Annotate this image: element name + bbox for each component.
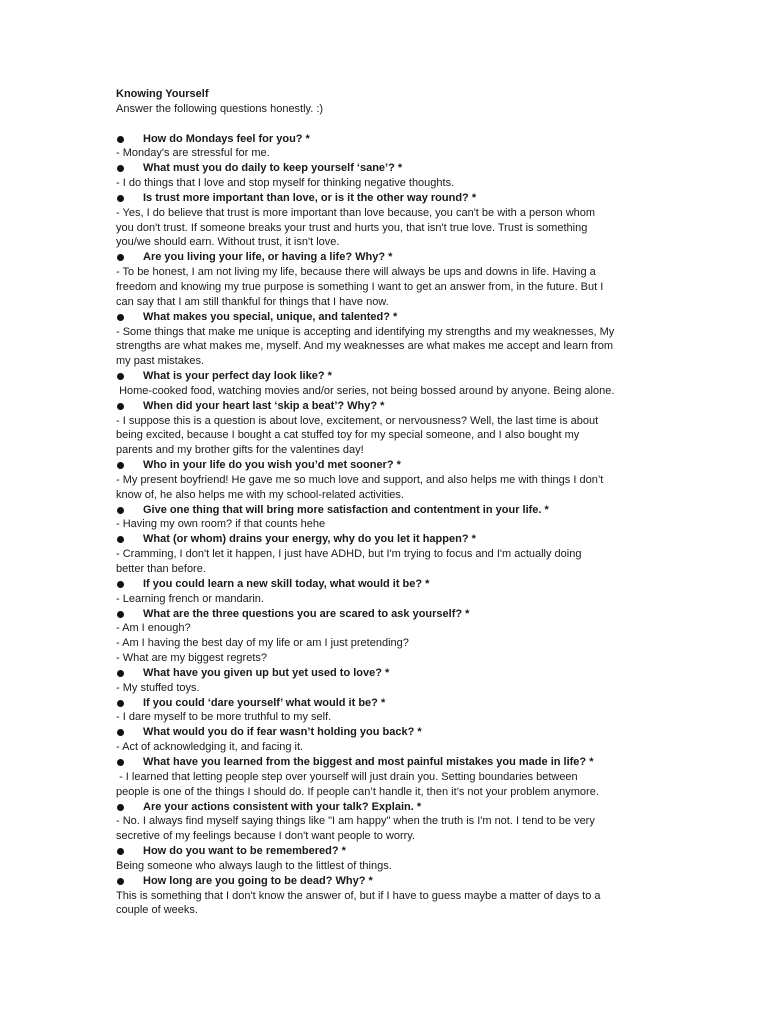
qa-item	[116, 369, 656, 399]
answer-line: - My present boyfriend! He gave me so much love and support, and also helps me with things I don’t	[116, 473, 604, 486]
qa-item	[116, 458, 656, 503]
qa-item	[116, 132, 656, 162]
document-page	[116, 87, 656, 918]
answer-line: freedom and knowing my true purpose is something I want to get an answer from, in the future. But I	[116, 280, 604, 293]
qa-item	[116, 532, 656, 577]
bullet-icon	[117, 729, 124, 736]
answer-line: secretive of my feelings because I don't want people to worry.	[116, 830, 416, 843]
question-text	[116, 577, 656, 592]
question-text	[116, 399, 656, 414]
qa-item	[116, 191, 656, 250]
bullet-icon	[117, 611, 124, 618]
question-label: What have you learned from the biggest and most painful mistakes you made in life? *	[143, 755, 594, 768]
answer-line: better than before.	[116, 563, 206, 575]
question-label: Are you living your life, or having a life? Why? *	[143, 251, 393, 264]
qa-item	[116, 607, 656, 666]
answer-line: Home-cooked food, watching movies and/or series, not being bossed around by anyone. Being alone.	[116, 384, 615, 397]
answer-line: - Some things that make me unique is accepting and identifying my strengths and my weaknesses, My	[116, 325, 615, 338]
bullet-icon	[117, 581, 124, 588]
answer-line: - Yes, I do believe that trust is more important than love because, you can't be with a person whom	[116, 206, 596, 219]
answer-line: - Act of acknowledging it, and facing it.	[116, 741, 304, 754]
question-label: What is your perfect day look like? *	[143, 370, 332, 383]
question-text	[116, 607, 656, 622]
question-label: If you could ‘dare yourself’ what would it be? *	[143, 696, 386, 709]
question-label: What are the three questions you are scared to ask yourself? *	[143, 607, 470, 620]
spacer	[116, 117, 656, 132]
question-label: When did your heart last ‘skip a beat’? Why? *	[143, 399, 385, 412]
qa-item	[116, 503, 656, 533]
question-label: Give one thing that will bring more satisfaction and contentment in your life. *	[143, 503, 549, 516]
answer-line: - I suppose this is a question is about love, excitement, or nervousness? Well, the last time is about	[116, 414, 599, 427]
answer-line: people is one of the things I should do. If people can’t handle it, then it’s not your problem anymore.	[116, 785, 599, 798]
question-text	[116, 666, 656, 681]
qa-item	[116, 161, 656, 191]
answer-line: - Monday's are stressful for me.	[116, 147, 270, 160]
answer-line: you don't trust. If someone breaks your trust and hurts you, that isn't true love. Trust is something	[116, 221, 588, 234]
answer-line: This is something that I don't know the answer of, but if I have to guess maybe a matter of days to a	[116, 889, 601, 902]
bullet-icon	[117, 462, 124, 469]
answer-line: - My stuffed toys.	[116, 681, 200, 694]
bullet-icon	[117, 195, 124, 202]
qa-item	[116, 755, 656, 800]
answer-line: can say that I am still thankful for things that I have now.	[116, 295, 389, 308]
question-label: How do Mondays feel for you? *	[143, 132, 310, 145]
question-label: What (or whom) drains your energy, why do you let it happen? *	[143, 533, 476, 546]
question-text	[116, 503, 656, 518]
bullet-icon	[117, 507, 124, 514]
question-label: How do you want to be remembered? *	[143, 845, 346, 858]
question-label: Are your actions consistent with your talk? Explain. *	[143, 800, 422, 813]
qa-item	[116, 696, 656, 726]
bullet-icon	[117, 759, 124, 766]
question-text	[116, 458, 656, 473]
answer-line: - Am I having the best day of my life or am I just pretending?	[116, 637, 409, 650]
answer-line: - Having my own room? if that counts hehe	[116, 518, 326, 531]
qa-item	[116, 399, 656, 458]
question-label: Who in your life do you wish you’d met sooner? *	[143, 459, 401, 472]
answer-line: being excited, because I bought a cat stuffed toy for my special someone, and I also bought my	[116, 429, 580, 442]
answer-line: - Am I enough?	[116, 622, 191, 635]
qa-item	[116, 666, 656, 696]
question-label: What must you do daily to keep yourself ‘sane’? *	[143, 162, 403, 175]
question-label: What would you do if fear wasn’t holding you back? *	[143, 726, 422, 739]
answer-line: - Learning french or mandarin.	[116, 592, 264, 605]
answer-line: you/we should earn. Without trust, it isn't love.	[116, 236, 340, 249]
bullet-icon	[117, 165, 124, 172]
qa-item	[116, 800, 656, 845]
question-text	[116, 532, 656, 547]
bullet-icon	[117, 878, 124, 885]
answer-line: - No. I always find myself saying things like "I am happy" when the truth is I'm not. I tend to be very	[116, 815, 595, 828]
question-label: What makes you special, unique, and talented? *	[143, 310, 398, 323]
bullet-icon	[117, 670, 124, 677]
answer-line: Being someone who always laugh to the littlest of things.	[116, 859, 392, 872]
answer-line: - I do things that I love and stop myself for thinking negative thoughts.	[116, 177, 455, 190]
answer-line: couple of weeks.	[116, 904, 198, 917]
question-label: If you could learn a new skill today, what would it be? *	[143, 577, 430, 590]
question-text	[116, 132, 656, 147]
bullet-icon	[117, 403, 124, 410]
bullet-icon	[117, 700, 124, 707]
question-list	[116, 132, 656, 919]
qa-item	[116, 310, 656, 369]
answer-line: - I dare myself to be more truthful to my self.	[116, 711, 332, 724]
bullet-icon	[117, 848, 124, 855]
qa-item	[116, 725, 656, 755]
question-text	[116, 755, 656, 770]
qa-item	[116, 577, 656, 607]
question-label: Is trust more important than love, or is it the other way round? *	[143, 191, 477, 204]
question-label: How long are you going to be dead? Why? *	[143, 874, 373, 887]
bullet-icon	[117, 536, 124, 543]
bullet-icon	[117, 136, 124, 143]
qa-item	[116, 844, 656, 874]
document-intro: Answer the following questions honestly. :)	[116, 102, 324, 115]
document-title: Knowing Yourself	[116, 88, 209, 100]
bullet-icon	[117, 373, 124, 380]
question-text	[116, 725, 656, 740]
answer-line: - Cramming, I don't let it happen, I just have ADHD, but I'm trying to focus and I'm actually doing	[116, 548, 582, 561]
question-text	[116, 250, 656, 265]
bullet-icon	[117, 314, 124, 321]
qa-item	[116, 874, 656, 919]
answer-line: - I learned that letting people step over yourself will just drain you. Setting boundaries between	[116, 770, 578, 783]
answer-line: - What are my biggest regrets?	[116, 652, 268, 665]
bullet-icon	[117, 254, 124, 261]
question-text	[116, 191, 656, 206]
question-text	[116, 369, 656, 384]
question-text	[116, 310, 656, 325]
question-text	[116, 800, 656, 815]
question-label: What have you given up but yet used to love? *	[143, 666, 390, 679]
qa-item	[116, 250, 656, 309]
answer-line: parents and my brother gifts for the valentines day!	[116, 444, 364, 457]
question-text	[116, 844, 656, 859]
question-text	[116, 696, 656, 711]
answer-line: strengths are what makes me, myself. And my weaknesses are what makes me accept and learn from	[116, 340, 614, 353]
answer-line: my past mistakes.	[116, 355, 205, 368]
question-text	[116, 161, 656, 176]
bullet-icon	[117, 804, 124, 811]
answer-line: - To be honest, I am not living my life, because there will always be ups and downs in life. Having a	[116, 266, 596, 279]
answer-line: know of, he also helps me with my school-related activities.	[116, 488, 404, 501]
question-text	[116, 874, 656, 889]
